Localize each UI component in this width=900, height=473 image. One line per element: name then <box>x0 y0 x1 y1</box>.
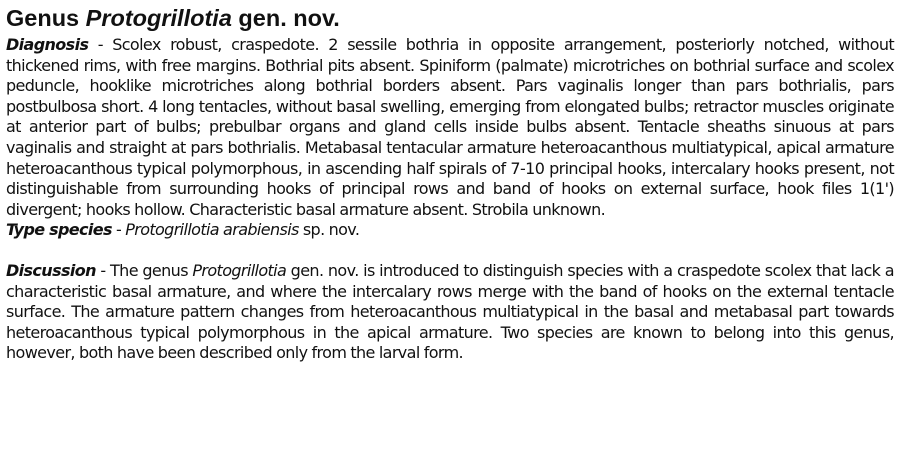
type-species-line <box>6 220 894 241</box>
section-spacer <box>6 241 894 261</box>
type-species-label: Type species <box>6 220 112 240</box>
discussion-genus-name: Protogrillotia <box>192 260 287 280</box>
type-species-separator: - <box>111 220 126 240</box>
heading-genus-name: Protogrillotia <box>85 5 232 31</box>
type-species-name: Protogrillotia arabiensis <box>125 220 299 240</box>
discussion-text-after: gen. nov. is introduced to distinguish species with a craspedote scolex that lack a characteristic basal armature, and where the intercalary rows merge with the band of hooks on the external tentacle surface. The armature pattern changes from heteroacanthous multiatypical in the basal and metabasal part towards heteroacanthous typical polymorphous in the apical armature. Two species are known to belong into this genus, however, both have been described only from the larval form. <box>6 260 894 363</box>
genus-heading <box>6 4 894 32</box>
discussion-separator: - <box>95 260 111 280</box>
diagnosis-text: Scolex robust, craspedote. 2 sessile bothria in opposite arrangement, posteriorly notched, without thickened rims, with free margins. Bothrial pits absent. Spiniform (palmate) microtriches on bothrial surface and scolex peduncle, hooklike microtriches along bothrial borders absent. Pars vaginalis longer than pars bothrialis, pars postbulbosa short. 4 long tentacles, without basal swelling, emerging from elongated bulbs; retractor muscles originate at anterior part of bulbs; prebulbar organs and gland cells inside bulbs absent. Tentacle sheaths sinuous at pars vaginalis and straight at pars bothrialis. Metabasal tentacular armature heteroacanthous multiatypical, apical armature heteroacanthous typical polymorphous, in ascending half spirals of 7-10 principal hooks, intercalary hooks present, not distinguishable from surrounding hooks of principal rows and band of hooks on external surface, hook files 1(1') divergent; hooks hollow. Characteristic basal armature absent. Strobila unknown. <box>6 35 894 219</box>
discussion-text-before: The genus <box>110 260 193 280</box>
diagnosis-paragraph <box>6 35 894 220</box>
discussion-paragraph <box>6 261 894 364</box>
type-species-suffix: sp. nov. <box>298 220 360 240</box>
discussion-label: Discussion <box>6 260 96 280</box>
diagnosis-label: Diagnosis <box>6 35 89 54</box>
page-content <box>6 4 894 364</box>
heading-prefix: Genus <box>6 5 86 31</box>
diagnosis-separator: - <box>88 35 113 54</box>
heading-suffix: gen. nov. <box>231 5 340 31</box>
